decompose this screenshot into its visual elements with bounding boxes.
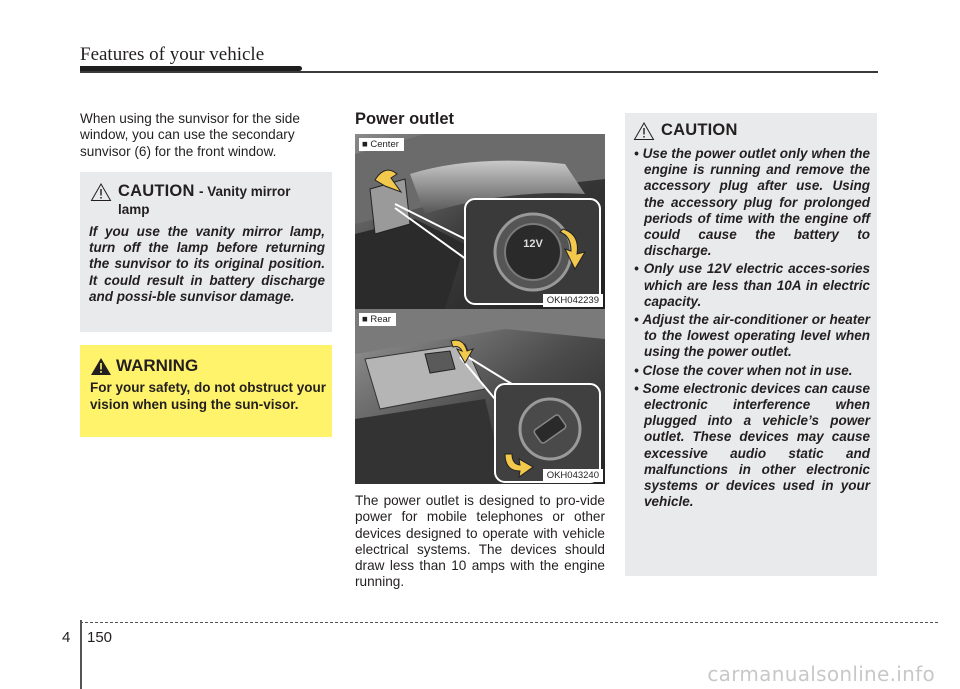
photo-code-center: OKH042239	[543, 294, 603, 307]
warning-text: For your safety, do not obstruct your vision when using the sun-visor.	[90, 380, 327, 412]
caution-label: CAUTION	[661, 121, 738, 139]
warning-triangle-icon	[90, 182, 112, 202]
warning-triangle-icon	[90, 357, 112, 376]
rear-console-illustration	[355, 309, 605, 484]
footer-divider	[80, 620, 82, 689]
caution-vanity-text: If you use the vanity mirror lamp, turn off the lamp before returning the sunvisor to its original position. It could result in battery discharge and possi-ble sunvisor damage.	[89, 224, 325, 304]
warning-label: WARNING	[116, 356, 199, 375]
photo-tag-rear: ■ Rear	[359, 313, 396, 326]
photo-rear-console	[355, 309, 605, 484]
caution-bullet-item: • Adjust the air-conditioner or heater to the lowest operating level when using the power outlet.	[634, 312, 871, 360]
footer-rule	[80, 622, 938, 623]
caution-subtitle: - Vanity mirror lamp	[118, 184, 291, 217]
caution-bullet-item: • Only use 12V electric acces-sories which are less than 10A in electric capacity.	[634, 261, 870, 309]
warning-triangle-icon	[633, 121, 655, 141]
socket-12v-label: 12V	[523, 238, 543, 250]
chapter-number: 4	[62, 629, 71, 646]
photo-tag-center: ■ Center	[359, 138, 404, 151]
center-console-illustration	[355, 134, 605, 309]
caution-bullet-item: • Close the cover when not in use.	[634, 362, 853, 378]
power-outlet-description: The power outlet is designed to pro-vide power for mobile telephones or other devices designed to operate with vehicle electrical systems. The devices should draw less than 10 amps with the engine running.	[355, 493, 605, 590]
watermark: carmanualsonline.info	[707, 662, 935, 686]
sunvisor-intro-text: When using the sunvisor for the side window, you can use the secondary sunvisor (6) for the front window.	[80, 111, 300, 159]
header-rule-line	[80, 71, 878, 73]
caution-vanity-mirror-box	[80, 172, 332, 332]
caution-bullet-item: • Use the power outlet only when the engine is running and remove the accessory plug after use. Using the accessory plug for prolonged periods of time with the engine off could cause the battery to discharge.	[634, 146, 870, 259]
caution-bullet-list	[632, 146, 870, 512]
photo-center-console	[355, 134, 605, 309]
photo-code-rear: OKH043240	[543, 469, 603, 482]
caution-label: CAUTION	[118, 182, 195, 200]
section-title-power-outlet: Power outlet	[355, 110, 455, 128]
page-header-title: Features of your vehicle	[80, 44, 265, 65]
warning-box	[80, 345, 332, 437]
page-number: 150	[87, 629, 113, 646]
caution-bullet-item: • Some electronic devices can cause electronic interference when plugged into a vehicle’s power outlet. These devices may cause excessive audio static and malfunctions in other electronic systems or devices used in your vehicle.	[634, 380, 870, 510]
